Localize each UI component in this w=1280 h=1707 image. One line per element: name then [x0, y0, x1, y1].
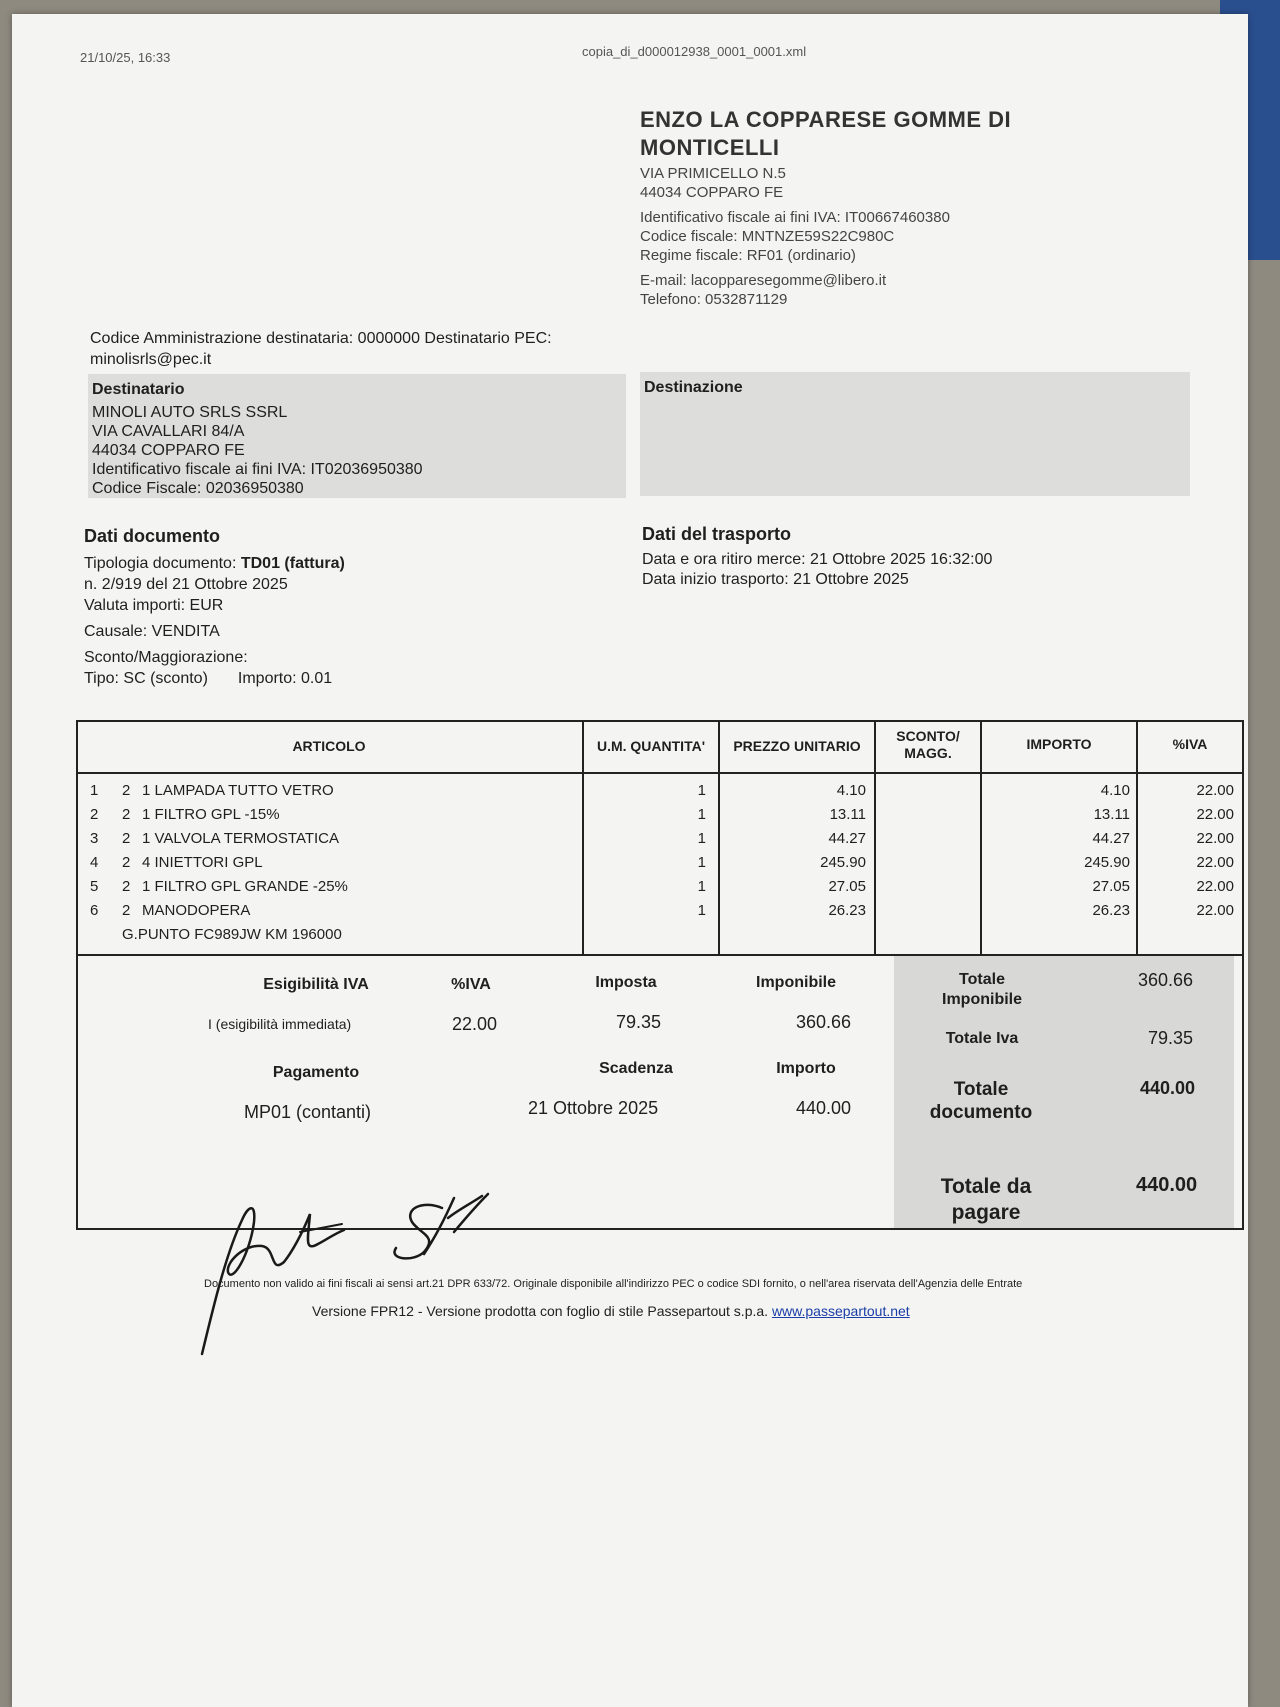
recipient-vat: Identificativo fiscale ai fini IVA: IT02036950380: [92, 461, 423, 478]
row-vat: 22.00: [1196, 854, 1234, 871]
row-number: 3: [90, 830, 99, 847]
document-data-block: [84, 526, 604, 689]
row-price: 245.90: [820, 854, 866, 871]
header-discount: SCONTO/ MAGG.: [896, 728, 960, 761]
recipient-title: Destinatario: [92, 381, 185, 398]
table-row: [76, 826, 1244, 850]
transport-start: Data inizio trasporto: 21 Ottobre 2025: [642, 571, 909, 588]
row-type: 2: [122, 782, 131, 799]
table-row: [76, 898, 1244, 922]
document-title: Dati documento: [84, 526, 221, 546]
header-vat: %IVA: [1172, 736, 1208, 752]
company-regime: Regime fiscale: RF01 (ordinario): [640, 247, 856, 264]
transport-title: Dati del trasporto: [642, 524, 792, 544]
footer-disclaimer: Documento non valido ai fini fiscali ai sensi art.21 DPR 633/72. Originale disponibile all'indirizzo PEC o codice SDI fornito, o nell'area riservata dell'Agenzia delle Entrate: [204, 1278, 1023, 1290]
vat-due-label: Esigibilità IVA: [263, 976, 369, 993]
recipient-name: MINOLI AUTO SRLS SSRL: [92, 404, 288, 421]
footer-version: Versione FPR12 - Versione prodotta con foglio di stile Passepartout s.p.a.: [312, 1303, 769, 1319]
row-quantity: 1: [697, 854, 706, 871]
row-vat: 22.00: [1196, 878, 1234, 895]
tax-value: 79.35: [616, 1012, 662, 1032]
row-description: 1 VALVOLA TERMOSTATICA: [142, 830, 339, 847]
footer-version-line: [312, 1303, 910, 1319]
document-type-label: Tipologia documento:: [84, 555, 237, 572]
due-label: Scadenza: [599, 1060, 673, 1077]
table-row: [76, 778, 1244, 802]
invoice-table: [76, 720, 1244, 1230]
table-row: [76, 850, 1244, 874]
header-amount: IMPORTO: [1026, 736, 1092, 752]
total-vat-label: Totale Iva: [945, 1030, 1019, 1047]
recipient-code-line2: minolisrls@pec.it: [90, 351, 212, 368]
row-description: 1 FILTRO GPL -15%: [142, 806, 280, 823]
discount-title: Sconto/Maggiorazione:: [84, 649, 248, 666]
row-quantity: 1: [697, 878, 706, 895]
company-vat: Identificativo fiscale ai fini IVA: IT00667460380: [640, 209, 950, 226]
company-phone: Telefono: 0532871129: [640, 291, 788, 308]
table-row: [76, 802, 1244, 826]
due-value: 21 Ottobre 2025: [528, 1098, 659, 1118]
row-number: 4: [90, 854, 99, 871]
row-vat: 22.00: [1196, 830, 1234, 847]
row-amount: 245.90: [1084, 854, 1130, 871]
handwritten-signature: [192, 1174, 512, 1364]
row-vat: 22.00: [1196, 782, 1234, 799]
footer-link[interactable]: www.passepartout.net: [771, 1303, 910, 1319]
destination-title: Destinazione: [644, 379, 743, 396]
row-vat: 22.00: [1196, 806, 1234, 823]
tax-label: Imposta: [595, 974, 657, 991]
company-name-line1: ENZO LA COPPARESE GOMME DI: [640, 107, 1012, 132]
row-amount: 4.10: [1100, 782, 1130, 799]
discount-type: Tipo: SC (sconto): [84, 670, 208, 687]
row-quantity: 1: [697, 902, 706, 919]
vat-pct-label: %IVA: [451, 976, 491, 993]
header-um-qty: U.M. QUANTITA': [596, 738, 706, 754]
amount-label: Importo: [776, 1060, 836, 1077]
row-number: 1: [90, 782, 99, 799]
table-row: [76, 874, 1244, 898]
row-number: 2: [90, 806, 99, 823]
header-articolo: ARTICOLO: [292, 738, 366, 754]
row-quantity: 1: [697, 806, 706, 823]
recipient-box: [88, 374, 626, 498]
row-type: 2: [122, 830, 131, 847]
amount-value: 440.00: [796, 1098, 852, 1118]
company-email: E-mail: lacopparesegomme@libero.it: [640, 272, 887, 289]
recipient-address: VIA CAVALLARI 84/A: [92, 423, 245, 440]
row-amount: 13.11: [1093, 806, 1130, 823]
header-divider: [76, 772, 1244, 774]
document-causale: Causale: VENDITA: [84, 623, 220, 640]
total-taxable-value: 360.66: [1138, 970, 1194, 990]
file-name: copia_di_d000012938_0001_0001.xml: [582, 44, 807, 59]
row-price: 27.05: [828, 878, 866, 895]
payment-label: Pagamento: [272, 1064, 360, 1081]
row-price: 4.10: [836, 782, 866, 799]
row-amount: 26.23: [1092, 902, 1130, 919]
row-price: 26.23: [828, 902, 866, 919]
company-tax-code: Codice fiscale: MNTNZE59S22C980C: [640, 228, 895, 245]
company-name-line2: MONTICELLI: [640, 135, 780, 160]
vat-pct-value: 22.00: [452, 1014, 498, 1034]
total-due-value: 440.00: [1136, 1174, 1198, 1196]
recipient-city: 44034 COPPARO FE: [92, 442, 245, 459]
row-amount: 44.27: [1092, 830, 1130, 847]
document-currency: Valuta importi: EUR: [84, 597, 224, 614]
table-row-note: [76, 922, 1244, 946]
header-price: PREZZO UNITARIO: [733, 738, 861, 754]
recipient-code-block: [90, 328, 630, 370]
row-vat: 22.00: [1196, 902, 1234, 919]
row-description: MANODOPERA: [142, 902, 251, 919]
row-description: 1 LAMPADA TUTTO VETRO: [142, 782, 334, 799]
row-description: 4 INIETTORI GPL: [142, 854, 263, 871]
taxable-label: Imponibile: [756, 974, 836, 991]
row-number: 6: [90, 902, 99, 919]
total-vat-value: 79.35: [1148, 1028, 1194, 1048]
print-timestamp: 21/10/25, 16:33: [80, 50, 171, 65]
destination-box: [640, 372, 1190, 496]
total-document-value: 440.00: [1140, 1078, 1196, 1098]
transport-pickup: Data e ora ritiro merce: 21 Ottobre 2025 16:32:00: [642, 551, 993, 568]
total-document-label: Totale documento: [929, 1079, 1033, 1123]
company-block: [640, 106, 1200, 309]
vehicle-note: G.PUNTO FC989JW KM 196000: [122, 926, 342, 943]
taxable-value: 360.66: [796, 1012, 852, 1032]
row-quantity: 1: [697, 830, 706, 847]
payment-value: MP01 (contanti): [244, 1102, 372, 1122]
document-number: n. 2/919 del 21 Ottobre 2025: [84, 576, 288, 593]
row-quantity: 1: [697, 782, 706, 799]
company-city: 44034 COPPARO FE: [640, 184, 784, 201]
row-type: 2: [122, 854, 131, 871]
row-type: 2: [122, 902, 131, 919]
discount-amount: Importo: 0.01: [237, 670, 333, 687]
invoice-sheet: [12, 14, 1248, 1707]
row-description: 1 FILTRO GPL GRANDE -25%: [142, 878, 348, 895]
company-address: VIA PRIMICELLO N.5: [640, 165, 786, 182]
vat-due-value: I (esigibilità immediata): [208, 1016, 352, 1032]
row-price: 44.27: [828, 830, 866, 847]
document-type-value: TD01 (fattura): [240, 555, 345, 572]
total-taxable-label: Totale Imponibile: [942, 971, 1022, 1008]
total-due-label: Totale da pagare: [940, 1175, 1032, 1224]
row-number: 5: [90, 878, 99, 895]
row-type: 2: [122, 806, 131, 823]
row-type: 2: [122, 878, 131, 895]
row-price: 13.11: [829, 806, 866, 823]
row-amount: 27.05: [1092, 878, 1130, 895]
transport-data-block: [642, 524, 1202, 590]
recipient-code-line1: Codice Amministrazione destinataria: 0000000 Destinatario PEC:: [90, 330, 552, 347]
recipient-tax-code: Codice Fiscale: 02036950380: [92, 480, 304, 497]
